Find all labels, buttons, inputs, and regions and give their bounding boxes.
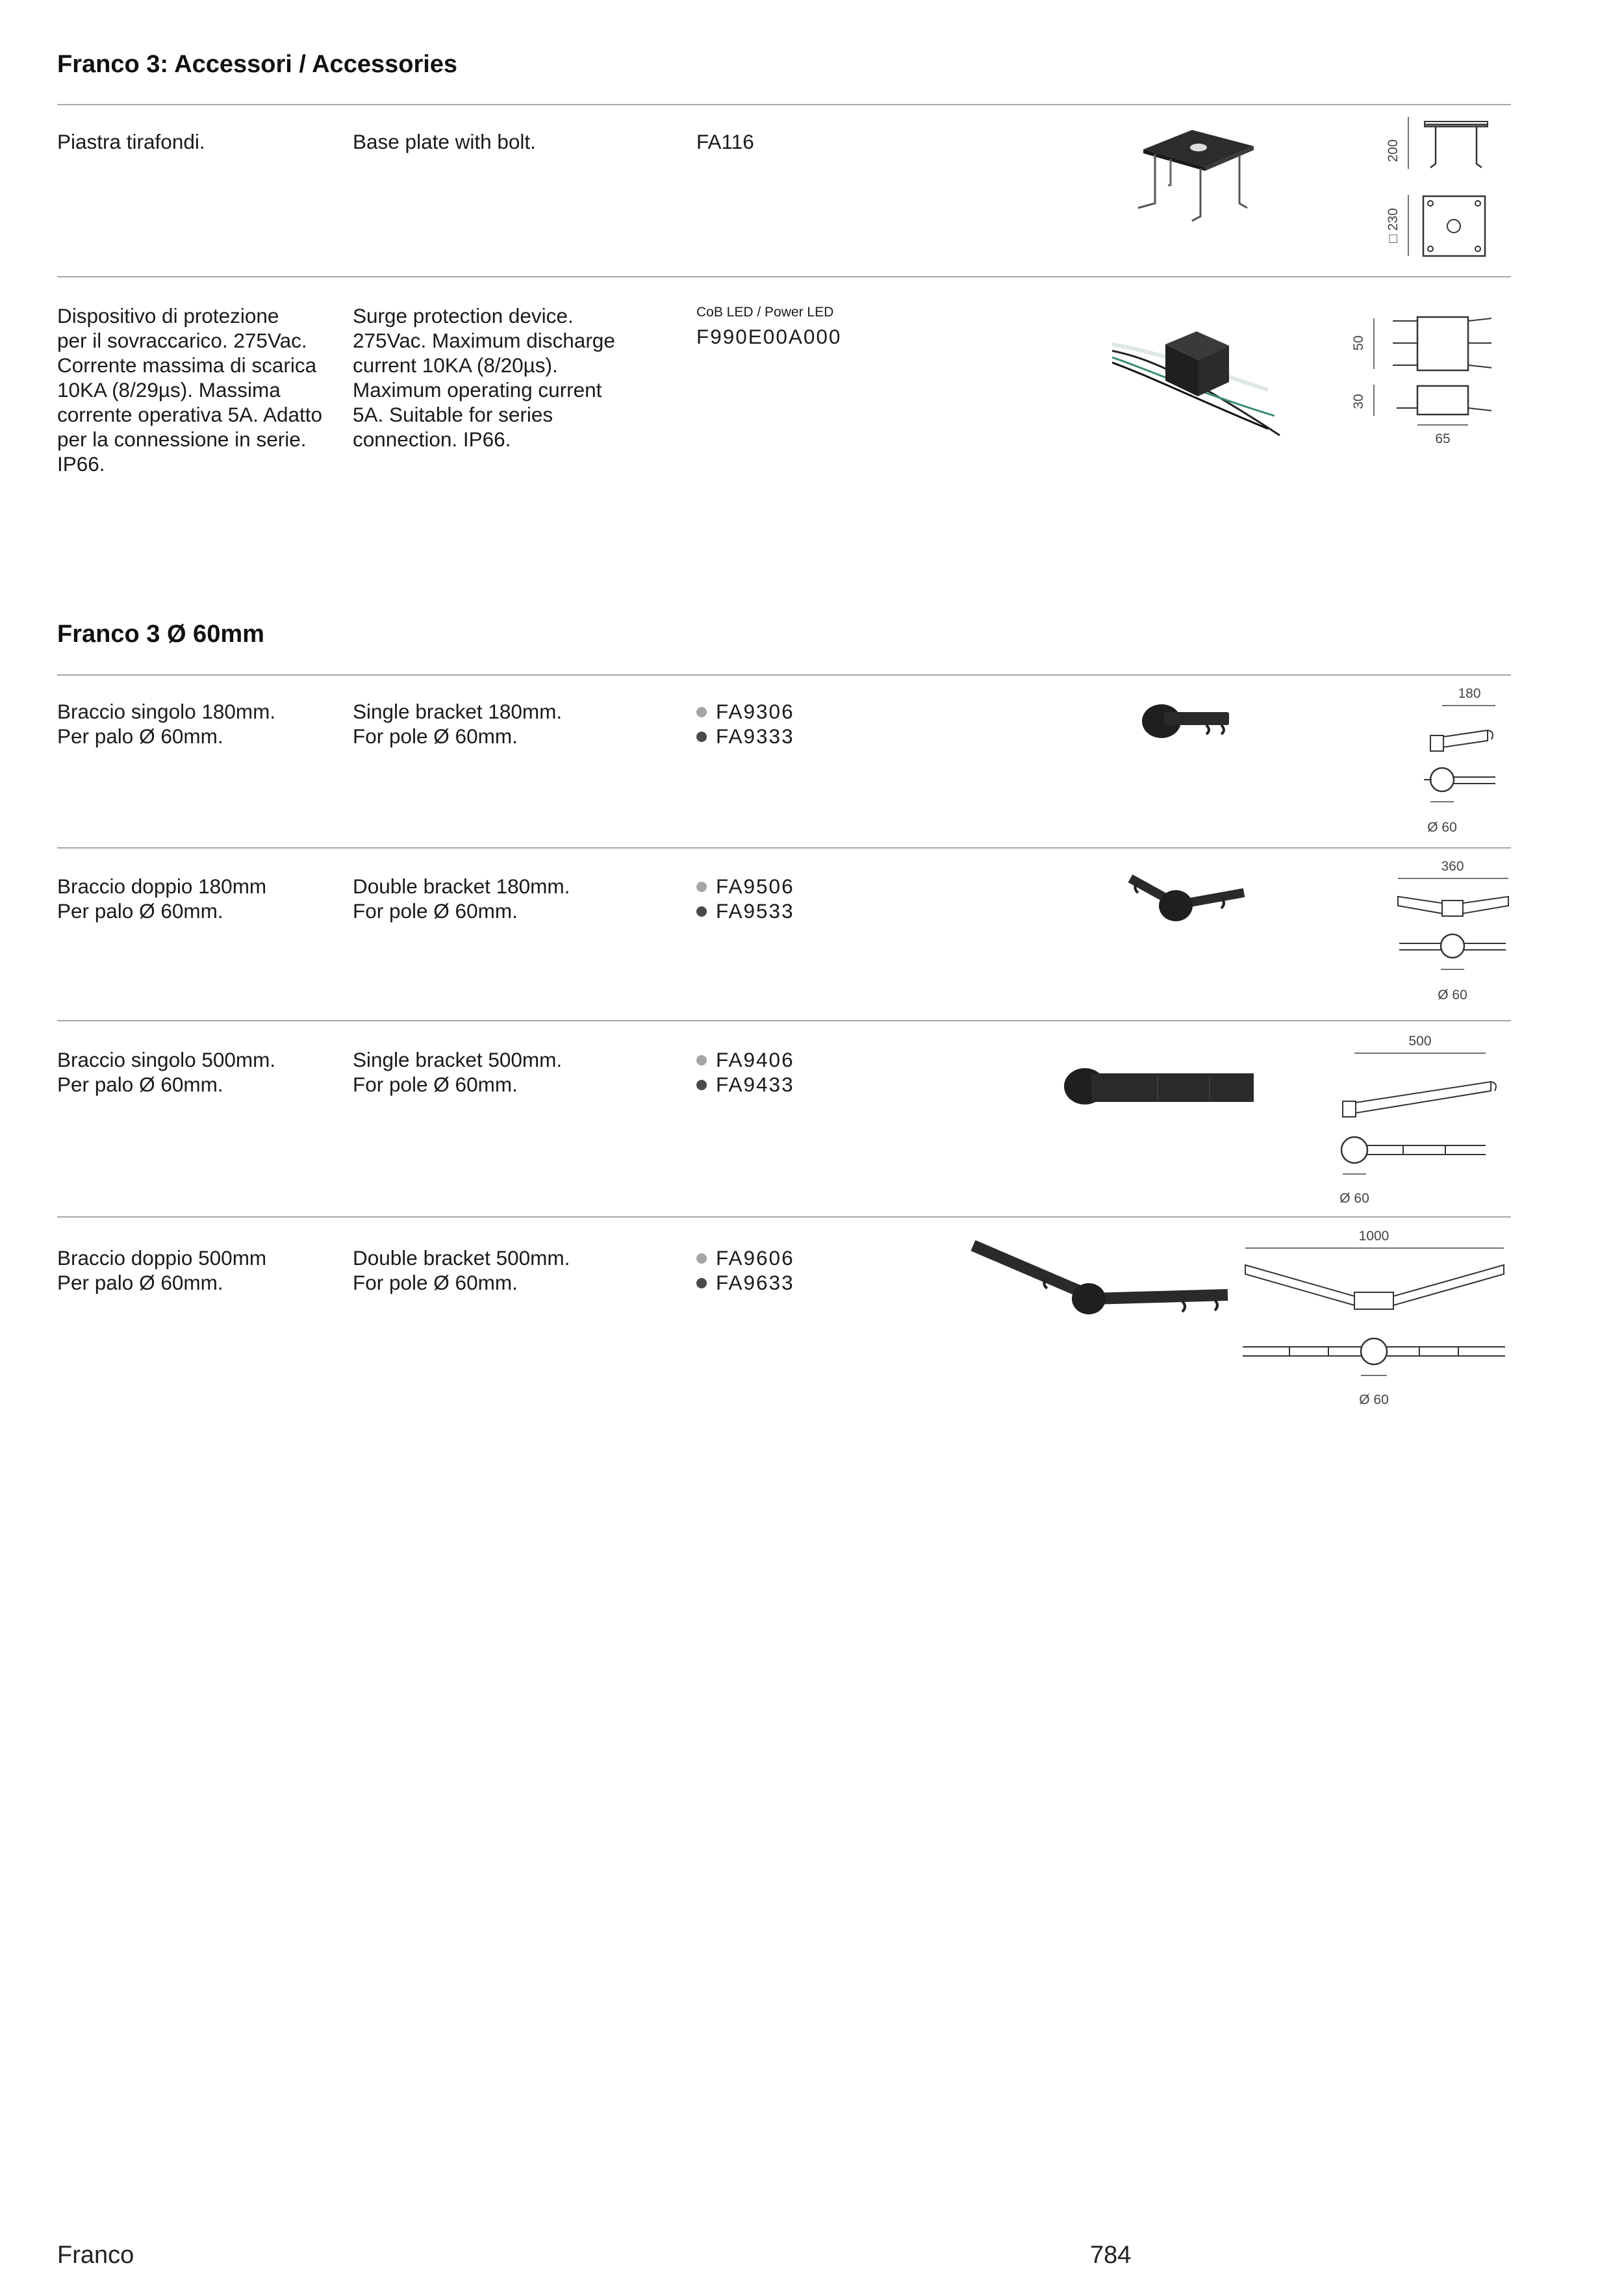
double-bracket-500-drawing bbox=[1237, 1225, 1510, 1413]
product-codes bbox=[696, 129, 754, 154]
section-title-brackets: Franco 3 Ø 60mm bbox=[57, 620, 264, 648]
double-bracket-500-photo bbox=[968, 1231, 1234, 1322]
row-divider bbox=[57, 1020, 1511, 1021]
finish-dark-swatch bbox=[696, 732, 707, 742]
product-code: FA9433 bbox=[696, 1072, 794, 1097]
led-type-label: CoB LED / Power LED bbox=[696, 305, 834, 320]
description-italian: Braccio singolo 500mm. Per palo Ø 60mm. bbox=[57, 1048, 276, 1096]
dimension-length: 65 bbox=[1435, 431, 1451, 446]
double-bracket-180-photo bbox=[1124, 864, 1247, 936]
dimension-length: 1000 bbox=[1358, 1229, 1389, 1244]
dimension-width: 50 bbox=[1351, 335, 1366, 351]
description-english: Double bracket 180mm. For pole Ø 60mm. bbox=[353, 875, 570, 923]
row-divider bbox=[57, 847, 1511, 849]
finish-dark-swatch bbox=[696, 1080, 707, 1090]
section-title-accessories: Franco 3: Accessori / Accessories bbox=[57, 51, 458, 78]
product-codes bbox=[696, 874, 794, 923]
section-divider bbox=[57, 104, 1511, 105]
row-divider bbox=[57, 1216, 1511, 1218]
single-bracket-500-drawing bbox=[1335, 1030, 1514, 1205]
finish-grey-swatch bbox=[696, 707, 707, 717]
single-bracket-180-photo bbox=[1138, 695, 1236, 747]
single-bracket-500-photo bbox=[1060, 1058, 1255, 1110]
dimension-height: 30 bbox=[1351, 394, 1366, 409]
dimension-diameter: Ø 60 bbox=[1427, 820, 1457, 835]
description-english: Double bracket 500mm. For pole Ø 60mm. bbox=[353, 1246, 570, 1294]
dimension-diameter: Ø 60 bbox=[1359, 1392, 1389, 1407]
product-code: FA9633 bbox=[696, 1270, 794, 1295]
page-number: 784 bbox=[1090, 2242, 1132, 2269]
double-bracket-180-drawing bbox=[1390, 855, 1514, 1011]
finish-grey-swatch bbox=[696, 1253, 707, 1264]
product-codes bbox=[696, 1246, 794, 1295]
dimension-length: 500 bbox=[1408, 1034, 1432, 1049]
dimension-height: 200 bbox=[1386, 139, 1401, 162]
product-codes bbox=[696, 303, 841, 349]
finish-grey-swatch bbox=[696, 882, 707, 892]
surge-device-drawing bbox=[1345, 305, 1514, 455]
dimension-plate: □ 230 bbox=[1386, 208, 1401, 243]
description-english: Single bracket 180mm. For pole Ø 60mm. bbox=[353, 700, 563, 748]
description-english: Surge protection device. 275Vac. Maximum discharge current 10KA (8/20µs). Maximum operating current 5A. Suitable for series connection. IP66. bbox=[353, 304, 615, 451]
product-code: F990E00A000 bbox=[696, 325, 842, 348]
single-bracket-180-drawing bbox=[1416, 682, 1514, 838]
product-code: FA9606 bbox=[696, 1246, 794, 1270]
section-divider bbox=[57, 674, 1511, 676]
dimension-length: 360 bbox=[1441, 859, 1464, 874]
base-plate-photo bbox=[1130, 114, 1260, 227]
product-code: FA9306 bbox=[696, 699, 794, 724]
product-code: FA9533 bbox=[696, 899, 794, 923]
base-plate-drawing bbox=[1376, 112, 1506, 268]
finish-dark-swatch bbox=[696, 1278, 707, 1288]
description-italian: Braccio singolo 180mm. Per palo Ø 60mm. bbox=[57, 700, 276, 748]
footer-collection-name: Franco bbox=[57, 2242, 134, 2269]
row-divider bbox=[57, 276, 1511, 277]
product-codes bbox=[696, 1047, 794, 1097]
description-english: Single bracket 500mm. For pole Ø 60mm. bbox=[353, 1048, 563, 1096]
dimension-diameter: Ø 60 bbox=[1438, 988, 1467, 1003]
dimension-length: 180 bbox=[1458, 686, 1481, 701]
description-english: Base plate with bolt. bbox=[353, 130, 536, 153]
product-codes bbox=[696, 699, 794, 748]
surge-device-photo bbox=[1112, 318, 1281, 442]
finish-grey-swatch bbox=[696, 1055, 707, 1066]
product-code: FA9506 bbox=[696, 874, 794, 899]
product-code: FA9333 bbox=[696, 724, 794, 748]
description-italian: Dispositivo di protezione per il sovraccarico. 275Vac. Corrente massima di scarica 10KA (8/29µs). Massima corrente operativa 5A. Adatto per la connessione in serie. IP66. bbox=[57, 304, 323, 476]
dimension-diameter: Ø 60 bbox=[1339, 1191, 1369, 1206]
product-code: FA9406 bbox=[696, 1047, 794, 1072]
description-italian: Braccio doppio 180mm Per palo Ø 60mm. bbox=[57, 875, 267, 923]
product-code: FA116 bbox=[696, 130, 754, 153]
finish-dark-swatch bbox=[696, 906, 707, 917]
description-italian: Piastra tirafondi. bbox=[57, 130, 205, 153]
description-italian: Braccio doppio 500mm Per palo Ø 60mm. bbox=[57, 1246, 267, 1294]
